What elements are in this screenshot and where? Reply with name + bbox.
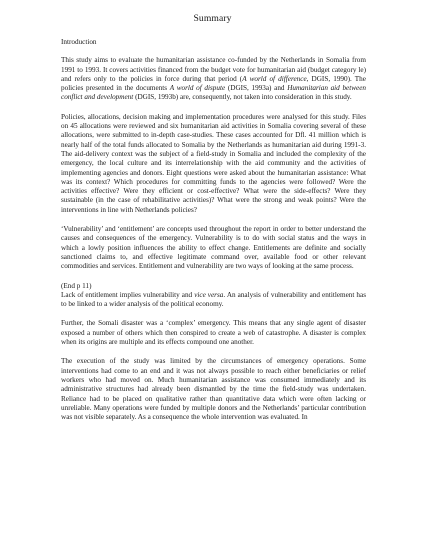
paragraph-scope [61,56,366,102]
paragraph-text: . An analysis of vulnerability and entitlement has to be linked to a wider analysis of the political economy. [61,290,366,309]
paragraph-limitations: The execution of the study was limited by the circumstances of emergency operations. Some interventions had come to an end and it was not always possible to reach either beneficiaries or relief workers who had moved on. Much humanitarian assistance was consumed immediately and its administrative structures had already been dismantled by the time the field-study was undertaken. Reliance had to be placed on qualitative rather than quantitative data which were often lacking or unreliable. Many operations were funded by multiple donors and the Netherlands’ particular contribution was not visible separately. As a consequence the whole intervention was evaluated. In [61,357,366,422]
paragraph-text: , DGIS, 1990). The policies presented in the documents [61,74,366,93]
paragraph-text: (DGIS, 1993b) are, consequently, not taken into consideration in this study. [133,93,352,102]
publication-title: A world of dispute [169,84,226,93]
publication-title: A world of difference [242,74,307,83]
document-body [61,38,366,422]
publication-title: Humanitarian aid between conflict and development [61,84,366,102]
italic-phrase: vice versa [194,290,224,299]
paragraph-text: This study aims to evaluate the humanitarian assistance co-funded by the Netherlands in Somalia from 1991 to 1993. It covers activities financed from the budget vote for humanitarian aid (budget category le) and refers only to the policies in force during that period ( [61,56,366,83]
page-title: Summary [193,13,232,24]
paragraph-methodology: Policies, allocations, decision making and implementation procedures were analysed for this study. Files on 45 allocations were reviewed and six humanitarian aid activities in Somalia covering several of these allocations, were submitted to in-depth case-studies. These cases accounted for Dfl. 41 million which is nearly half of the total funds allocated to Somalia by the Netherlands as humanitarian aid during 1991-3. The aid-delivery context was the subject of a field-study in Somalia and included the complexity of the emergency, the local culture and its interrelationship with the aid community and the activities of implementing agencies and donors. Eight questions were asked about the humanitarian assistance: What was its context? Which procedures for committing funds to the agencies were followed? Were the activities effective? Were they efficient or cost-effective? What were the side-effects? Were they sustainable (in the case of rehabilitative activities)? What were the strong and weak points? Were the interventions in line with Netherlands policies? [61,112,366,214]
paragraph-text: (DGIS, 1993a) and [225,84,288,93]
paragraph-concepts: ‘Vulnerability’ and ‘entitlement’ are concepts used throughout the report in order to better understand the causes and consequences of the emergency. Vulnerability is to do with social status and the ways in which a lowly position influences the ability to effect change. Entitlements are definite and socially sanctioned claims to, and effective legitimate command over, available food or other relevant commodities and services. Entitlement and vulnerability are two ways of looking at the same process. [61,225,366,271]
paragraph-entitlement [61,291,366,310]
paragraph-text: Lack of entitlement implies vulnerability and [61,290,195,299]
paragraph-complex-emergency: Further, the Somali disaster was a ‘complex’ emergency. This means that any single agent of disaster exposed a number of others which then conspired to create a web of catastrophe. A disaster is complex when its origins are multiple and its effects compound one another. [61,319,366,347]
page-end-note: (End p 11) [61,281,92,290]
introduction-heading: Introduction [61,38,97,46]
